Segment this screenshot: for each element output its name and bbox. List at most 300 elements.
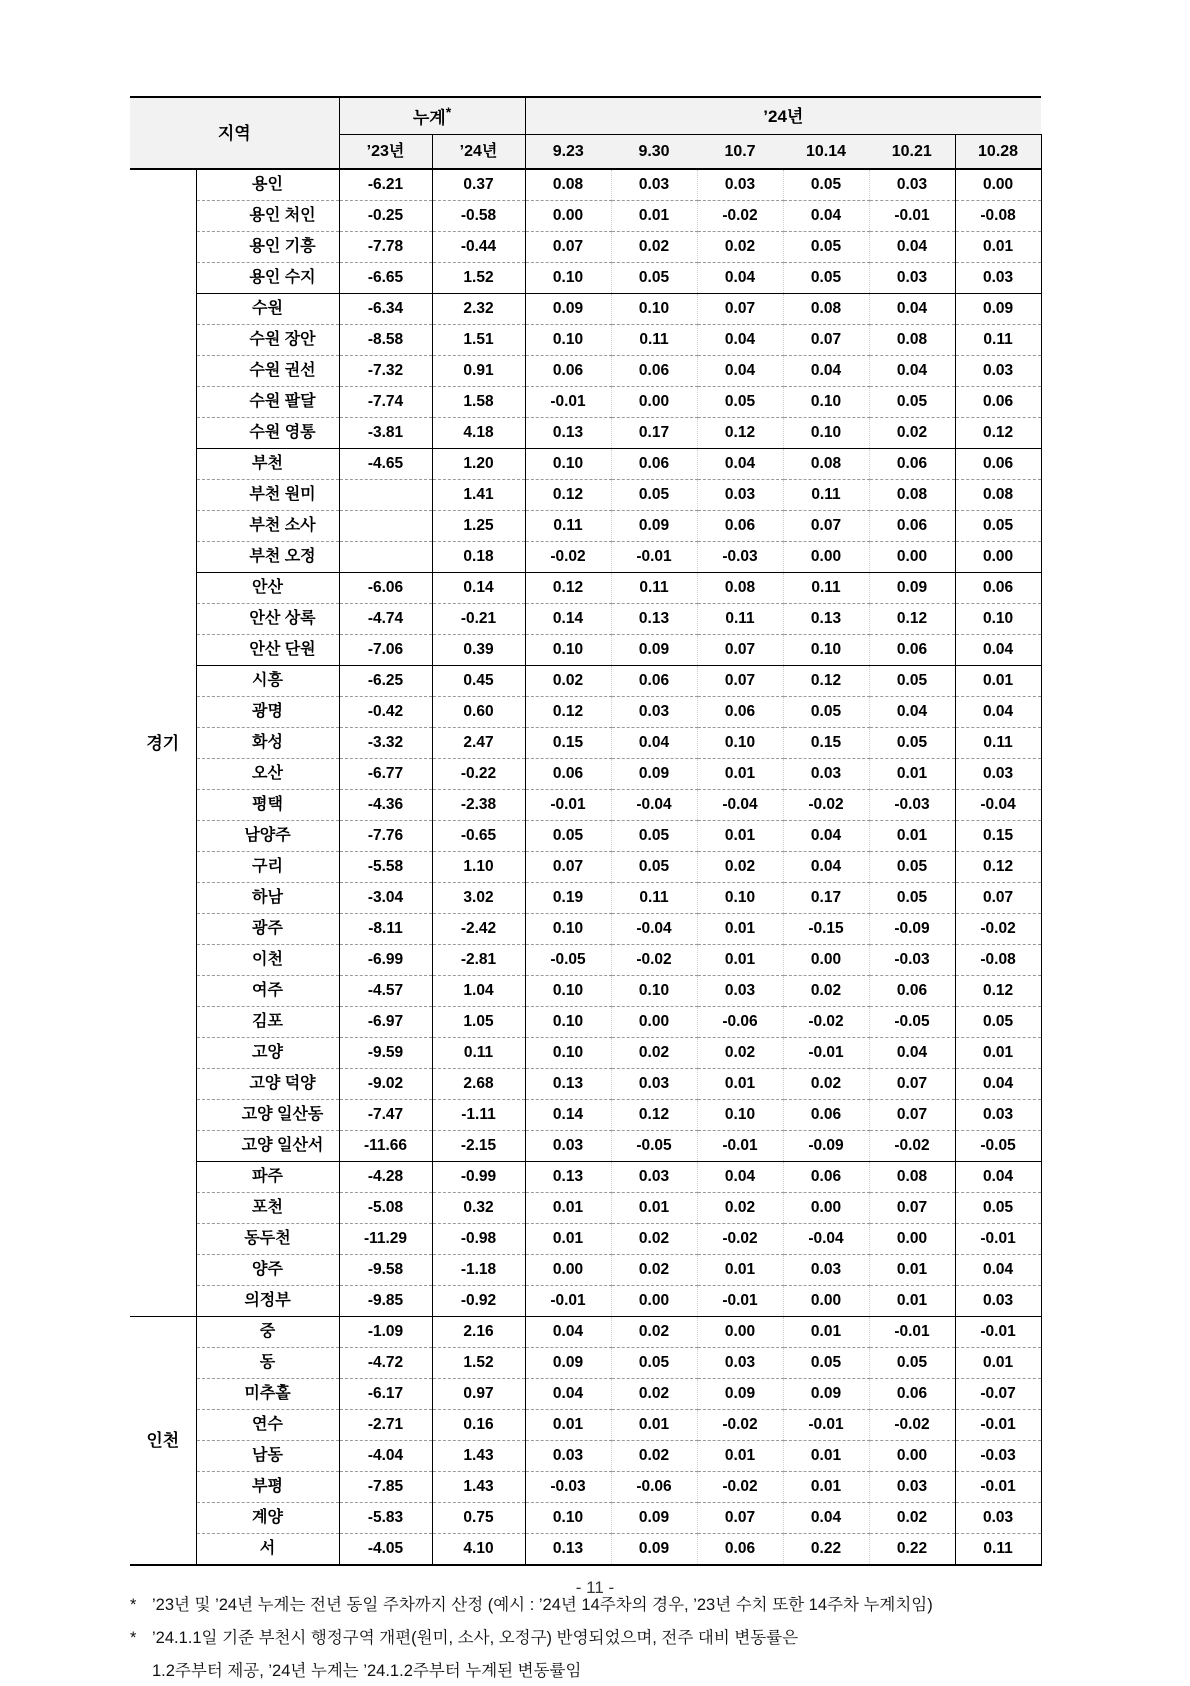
cell-cum-2023: -2.71 (339, 1410, 432, 1441)
cell-week-10-7: 0.03 (697, 976, 783, 1007)
cell-week-10-21: -0.09 (869, 914, 955, 945)
cell-cum-2024: 1.41 (432, 480, 525, 511)
row-area-name: 파주 (196, 1162, 339, 1193)
cell-week-10-28: 0.01 (955, 1038, 1041, 1069)
cell-cum-2024: 2.16 (432, 1317, 525, 1348)
cell-week-9-23: 0.10 (525, 1007, 611, 1038)
row-area-name: 부천 소사 (196, 511, 339, 542)
region-label-incheon: 인천 (130, 1317, 196, 1566)
cell-week-10-7: -0.04 (697, 790, 783, 821)
cell-cum-2024: -1.11 (432, 1100, 525, 1131)
table-row (130, 1379, 1041, 1410)
cell-cum-2023: -4.65 (339, 449, 432, 480)
cell-cum-2023 (339, 480, 432, 511)
cell-week-10-28: 0.06 (955, 573, 1041, 604)
cell-week-10-14: -0.15 (783, 914, 869, 945)
cell-week-10-28: 0.06 (955, 387, 1041, 418)
cell-week-10-14: 0.00 (783, 1286, 869, 1317)
cell-week-10-28: 0.01 (955, 666, 1041, 697)
table-row (130, 356, 1041, 387)
row-area-name: 포천 (196, 1193, 339, 1224)
cell-week-9-23: 0.06 (525, 759, 611, 790)
row-area-name: 구리 (196, 852, 339, 883)
cell-week-9-30: 0.02 (611, 1255, 697, 1286)
cell-cum-2024: -0.99 (432, 1162, 525, 1193)
cell-week-9-23: 0.10 (525, 325, 611, 356)
table-row (130, 449, 1041, 480)
cell-week-9-30: 0.10 (611, 294, 697, 325)
cell-week-10-21: 0.03 (869, 169, 955, 201)
cell-week-10-28: -0.04 (955, 790, 1041, 821)
table-row (130, 759, 1041, 790)
cell-cum-2023: -7.06 (339, 635, 432, 666)
cell-cum-2023: -7.74 (339, 387, 432, 418)
cell-week-10-21: 0.02 (869, 418, 955, 449)
table-row (130, 418, 1041, 449)
cell-week-10-28: 0.05 (955, 1007, 1041, 1038)
cell-week-10-28: 0.03 (955, 1100, 1041, 1131)
cell-cum-2024: 0.60 (432, 697, 525, 728)
cell-cum-2024: -2.15 (432, 1131, 525, 1162)
row-area-name: 부천 원미 (196, 480, 339, 511)
cell-cum-2024: 1.25 (432, 511, 525, 542)
cell-week-10-14: -0.01 (783, 1038, 869, 1069)
cell-week-9-23: 0.12 (525, 697, 611, 728)
table-row (130, 1069, 1041, 1100)
footnotes (130, 1592, 1030, 1686)
cell-week-10-21: 0.05 (869, 666, 955, 697)
cell-week-10-14: -0.02 (783, 1007, 869, 1038)
regional-price-change-table (130, 96, 1042, 1566)
cell-cum-2023: -5.08 (339, 1193, 432, 1224)
cell-cum-2024: 0.75 (432, 1503, 525, 1534)
table-row (130, 294, 1041, 325)
table-row (130, 1131, 1041, 1162)
table-row (130, 573, 1041, 604)
row-area-name: 안산 단원 (196, 635, 339, 666)
cell-week-10-14: 0.04 (783, 821, 869, 852)
header-sub-2024: ’24년 (432, 135, 525, 170)
cell-week-10-28: 0.03 (955, 1286, 1041, 1317)
cell-week-10-21: 0.01 (869, 759, 955, 790)
cell-week-9-30: 0.12 (611, 1100, 697, 1131)
cell-week-10-28: 0.04 (955, 635, 1041, 666)
cell-week-9-23: 0.01 (525, 1193, 611, 1224)
row-area-name: 부평 (196, 1472, 339, 1503)
cell-week-9-23: 0.01 (525, 1410, 611, 1441)
cell-week-10-14: 0.06 (783, 1162, 869, 1193)
cell-cum-2024: 2.68 (432, 1069, 525, 1100)
cell-week-9-23: -0.01 (525, 790, 611, 821)
cell-week-10-21: 0.00 (869, 542, 955, 573)
row-area-name: 서 (196, 1534, 339, 1566)
cell-cum-2023: -0.25 (339, 201, 432, 232)
cell-week-10-28: 0.12 (955, 418, 1041, 449)
cell-week-10-7: 0.04 (697, 449, 783, 480)
row-area-name: 고양 (196, 1038, 339, 1069)
table-row (130, 542, 1041, 573)
cell-cum-2023: -4.05 (339, 1534, 432, 1566)
footnote-2-star: * (130, 1629, 137, 1648)
cell-week-9-30: 0.03 (611, 169, 697, 201)
cell-week-10-14: 0.01 (783, 1441, 869, 1472)
cell-week-9-30: 0.09 (611, 635, 697, 666)
cell-week-10-7: 0.11 (697, 604, 783, 635)
cell-cum-2024: 1.04 (432, 976, 525, 1007)
cell-week-10-14: 0.05 (783, 232, 869, 263)
cell-week-10-28: 0.11 (955, 1534, 1041, 1566)
cell-week-10-7: 0.02 (697, 1193, 783, 1224)
cell-cum-2023: -4.57 (339, 976, 432, 1007)
cell-cum-2024: -2.42 (432, 914, 525, 945)
cell-week-10-14: -0.02 (783, 790, 869, 821)
table-row (130, 1100, 1041, 1131)
cell-week-10-7: 0.02 (697, 232, 783, 263)
cell-week-9-23: 0.00 (525, 1255, 611, 1286)
table-row (130, 945, 1041, 976)
cell-week-10-28: 0.06 (955, 449, 1041, 480)
cell-week-9-30: 0.10 (611, 976, 697, 1007)
cell-week-9-23: 0.08 (525, 169, 611, 201)
cell-week-10-21: 0.22 (869, 1534, 955, 1566)
cell-cum-2024: 1.10 (432, 852, 525, 883)
cell-week-10-7: -0.03 (697, 542, 783, 573)
cell-cum-2023: -4.04 (339, 1441, 432, 1472)
cell-week-9-30: -0.01 (611, 542, 697, 573)
cell-cum-2023: -0.42 (339, 697, 432, 728)
row-area-name: 고양 일산서 (196, 1131, 339, 1162)
cell-week-10-7: 0.04 (697, 263, 783, 294)
cell-week-9-30: -0.04 (611, 914, 697, 945)
row-area-name: 수원 (196, 294, 339, 325)
cell-cum-2024: 0.14 (432, 573, 525, 604)
cell-week-10-28: 0.15 (955, 821, 1041, 852)
cell-week-10-21: 0.07 (869, 1193, 955, 1224)
cell-week-10-14: 0.02 (783, 976, 869, 1007)
cell-cum-2024: 0.91 (432, 356, 525, 387)
cell-week-10-7: 0.01 (697, 1255, 783, 1286)
cell-cum-2024: 1.51 (432, 325, 525, 356)
cell-week-10-14: 0.12 (783, 666, 869, 697)
cell-week-10-14: 0.05 (783, 169, 869, 201)
cell-week-9-23: 0.05 (525, 821, 611, 852)
cell-cum-2023: -6.65 (339, 263, 432, 294)
table-row (130, 976, 1041, 1007)
cell-week-9-30: 0.03 (611, 1162, 697, 1193)
cell-cum-2024: 1.58 (432, 387, 525, 418)
row-area-name: 수원 팔달 (196, 387, 339, 418)
cell-week-10-21: 0.06 (869, 976, 955, 1007)
cell-week-10-7: 0.05 (697, 387, 783, 418)
footnote-2-continuation: 1.2주부터 제공, ’24년 누계는 ’24.1.2주부터 누계된 변동률임 (152, 1662, 582, 1681)
row-area-name: 김포 (196, 1007, 339, 1038)
cell-week-10-7: -0.06 (697, 1007, 783, 1038)
cell-week-9-23: 0.00 (525, 201, 611, 232)
cell-cum-2023: -3.04 (339, 883, 432, 914)
row-area-name: 용인 처인 (196, 201, 339, 232)
cell-week-10-21: 0.02 (869, 1503, 955, 1534)
row-area-name: 안산 (196, 573, 339, 604)
row-area-name: 중 (196, 1317, 339, 1348)
cell-cum-2024: -2.38 (432, 790, 525, 821)
cell-week-10-28: 0.08 (955, 480, 1041, 511)
table-row (130, 790, 1041, 821)
cell-week-10-28: -0.05 (955, 1131, 1041, 1162)
header-week-0923: 9.23 (525, 135, 611, 170)
cell-week-10-14: 0.06 (783, 1100, 869, 1131)
cell-week-10-7: 0.09 (697, 1379, 783, 1410)
cell-cum-2023: -7.76 (339, 821, 432, 852)
cell-week-9-30: 0.09 (611, 1503, 697, 1534)
cell-week-9-23: -0.01 (525, 1286, 611, 1317)
row-area-name: 의정부 (196, 1286, 339, 1317)
cell-cum-2023: -8.11 (339, 914, 432, 945)
cell-week-10-7: -0.02 (697, 1410, 783, 1441)
row-area-name: 미추홀 (196, 1379, 339, 1410)
cell-week-10-21: 0.05 (869, 728, 955, 759)
cell-week-10-14: 0.10 (783, 418, 869, 449)
cell-week-10-21: -0.02 (869, 1410, 955, 1441)
cell-week-9-30: 0.09 (611, 759, 697, 790)
table-row (130, 1317, 1041, 1348)
cell-week-10-14: 0.00 (783, 945, 869, 976)
cell-week-10-28: 0.00 (955, 169, 1041, 201)
cell-week-9-23: 0.10 (525, 635, 611, 666)
cell-week-10-7: 0.04 (697, 325, 783, 356)
header-week-1007: 10.7 (697, 135, 783, 170)
cell-cum-2023: -7.32 (339, 356, 432, 387)
cell-week-10-14: 0.11 (783, 480, 869, 511)
cell-cum-2024: 0.39 (432, 635, 525, 666)
table-row (130, 1410, 1041, 1441)
cell-week-10-28: -0.01 (955, 1317, 1041, 1348)
cell-week-10-28: -0.07 (955, 1379, 1041, 1410)
cell-cum-2024: -0.58 (432, 201, 525, 232)
row-area-name: 연수 (196, 1410, 339, 1441)
cell-week-10-28: -0.08 (955, 201, 1041, 232)
cell-week-10-28: 0.01 (955, 1348, 1041, 1379)
cell-cum-2023: -7.85 (339, 1472, 432, 1503)
table-header (130, 97, 1041, 169)
cell-week-10-14: 0.01 (783, 1317, 869, 1348)
cell-week-10-14: 0.03 (783, 1255, 869, 1286)
cell-week-10-14: 0.03 (783, 759, 869, 790)
cell-week-10-14: 0.04 (783, 1503, 869, 1534)
cell-week-10-7: 0.03 (697, 169, 783, 201)
header-region: 지역 (130, 97, 339, 169)
cell-week-10-7: 0.03 (697, 1348, 783, 1379)
cell-week-9-23: 0.14 (525, 1100, 611, 1131)
cell-week-10-14: 0.17 (783, 883, 869, 914)
row-area-name: 오산 (196, 759, 339, 790)
row-area-name: 양주 (196, 1255, 339, 1286)
cell-week-10-7: 0.07 (697, 294, 783, 325)
cell-week-10-28: 0.01 (955, 232, 1041, 263)
cell-cum-2023: -6.99 (339, 945, 432, 976)
footnote-2 (130, 1625, 1030, 1652)
cell-week-9-30: 0.06 (611, 356, 697, 387)
cell-cum-2024: -0.22 (432, 759, 525, 790)
cell-week-9-30: 0.03 (611, 1069, 697, 1100)
cell-week-10-21: 0.07 (869, 1069, 955, 1100)
cell-week-10-28: 0.03 (955, 1503, 1041, 1534)
cell-week-10-7: 0.12 (697, 418, 783, 449)
cell-cum-2024: 2.32 (432, 294, 525, 325)
cell-week-10-21: 0.01 (869, 1255, 955, 1286)
cell-week-9-23: 0.02 (525, 666, 611, 697)
cell-week-10-21: 0.04 (869, 1038, 955, 1069)
cell-cum-2023: -6.77 (339, 759, 432, 790)
header-cumulative: 누계* (339, 97, 525, 135)
cell-week-10-7: 0.00 (697, 1317, 783, 1348)
cell-week-10-7: 0.06 (697, 511, 783, 542)
cell-week-9-30: 0.01 (611, 1193, 697, 1224)
cell-week-9-23: 0.13 (525, 418, 611, 449)
cell-week-10-28: 0.05 (955, 511, 1041, 542)
cell-cum-2023: -4.72 (339, 1348, 432, 1379)
row-area-name: 수원 장안 (196, 325, 339, 356)
header-cumulative-mark: * (445, 104, 452, 121)
cell-cum-2024: 4.18 (432, 418, 525, 449)
header-week-1028: 10.28 (955, 135, 1041, 170)
cell-week-10-7: 0.01 (697, 1441, 783, 1472)
row-area-name: 하남 (196, 883, 339, 914)
header-sub-2023: ’23년 (339, 135, 432, 170)
row-area-name: 용인 기흥 (196, 232, 339, 263)
cell-week-10-21: 0.06 (869, 1379, 955, 1410)
cell-week-10-21: 0.07 (869, 1100, 955, 1131)
cell-week-10-14: 0.15 (783, 728, 869, 759)
cell-week-9-30: 0.11 (611, 325, 697, 356)
row-area-name: 동 (196, 1348, 339, 1379)
cell-week-10-21: -0.02 (869, 1131, 955, 1162)
cell-week-9-23: 0.12 (525, 480, 611, 511)
cell-week-9-23: 0.10 (525, 976, 611, 1007)
cell-week-10-7: -0.02 (697, 201, 783, 232)
cell-week-9-30: 0.05 (611, 263, 697, 294)
cell-week-9-30: -0.05 (611, 1131, 697, 1162)
cell-cum-2023: -9.58 (339, 1255, 432, 1286)
cell-week-9-23: 0.13 (525, 1069, 611, 1100)
cell-cum-2023: -7.47 (339, 1100, 432, 1131)
cell-week-10-21: -0.03 (869, 790, 955, 821)
cell-week-10-7: 0.04 (697, 356, 783, 387)
cell-week-9-30: 0.00 (611, 387, 697, 418)
cell-week-9-30: 0.02 (611, 1317, 697, 1348)
cell-week-10-7: -0.02 (697, 1472, 783, 1503)
cell-week-10-21: 0.08 (869, 325, 955, 356)
table-row (130, 666, 1041, 697)
cell-week-9-30: 0.01 (611, 1410, 697, 1441)
row-area-name: 화성 (196, 728, 339, 759)
cell-week-9-23: 0.19 (525, 883, 611, 914)
table-row (130, 325, 1041, 356)
cell-cum-2023: -1.09 (339, 1317, 432, 1348)
cell-week-10-7: 0.02 (697, 852, 783, 883)
cell-cum-2023: -6.17 (339, 1379, 432, 1410)
table-body (130, 169, 1041, 1565)
cell-week-9-30: 0.03 (611, 697, 697, 728)
cell-week-10-14: 0.10 (783, 387, 869, 418)
cell-week-10-21: 0.12 (869, 604, 955, 635)
cell-week-10-21: 0.06 (869, 635, 955, 666)
table-row (130, 511, 1041, 542)
table-row (130, 697, 1041, 728)
cell-week-10-28: 0.11 (955, 728, 1041, 759)
cell-week-10-7: 0.01 (697, 821, 783, 852)
cell-cum-2023: -11.66 (339, 1131, 432, 1162)
row-area-name: 수원 권선 (196, 356, 339, 387)
cell-week-9-30: 0.11 (611, 573, 697, 604)
cell-week-10-7: -0.01 (697, 1131, 783, 1162)
region-label-gyeonggi: 경기 (130, 169, 196, 1317)
cell-week-10-14: 0.08 (783, 449, 869, 480)
cell-cum-2023: -9.59 (339, 1038, 432, 1069)
cell-cum-2024: -0.65 (432, 821, 525, 852)
table-row (130, 1038, 1041, 1069)
cell-week-10-21: 0.09 (869, 573, 955, 604)
cell-week-9-23: 0.11 (525, 511, 611, 542)
cell-week-10-14: 0.05 (783, 1348, 869, 1379)
table-row (130, 1193, 1041, 1224)
cell-week-9-30: 0.17 (611, 418, 697, 449)
cell-week-9-23: -0.03 (525, 1472, 611, 1503)
cell-week-10-7: 0.01 (697, 945, 783, 976)
cell-week-10-14: 0.07 (783, 511, 869, 542)
cell-week-9-30: 0.02 (611, 1224, 697, 1255)
cell-week-10-21: 0.05 (869, 1348, 955, 1379)
cell-week-9-23: 0.06 (525, 356, 611, 387)
cell-week-9-23: 0.13 (525, 1534, 611, 1566)
cell-week-10-21: -0.01 (869, 1317, 955, 1348)
cell-week-10-14: 0.00 (783, 542, 869, 573)
table-row (130, 1441, 1041, 1472)
cell-cum-2024: 1.43 (432, 1472, 525, 1503)
cell-week-9-23: 0.15 (525, 728, 611, 759)
cell-week-10-21: 0.04 (869, 294, 955, 325)
cell-week-10-7: 0.03 (697, 480, 783, 511)
row-area-name: 이천 (196, 945, 339, 976)
table-row (130, 1472, 1041, 1503)
cell-week-10-28: 0.04 (955, 1162, 1041, 1193)
cell-cum-2024: 0.97 (432, 1379, 525, 1410)
cell-week-10-14: 0.10 (783, 635, 869, 666)
cell-cum-2024: -1.18 (432, 1255, 525, 1286)
cell-week-10-7: 0.02 (697, 1038, 783, 1069)
cell-week-10-21: 0.06 (869, 449, 955, 480)
cell-week-9-30: -0.04 (611, 790, 697, 821)
footnote-1-text: ’23년 및 ’24년 누계는 전년 동일 주차까지 산정 (예시 : ’24년 14주차의 경우, ’23년 수치 또한 14주차 누계치임) (152, 1596, 933, 1614)
cell-week-10-14: -0.04 (783, 1224, 869, 1255)
table-row (130, 232, 1041, 263)
cell-week-10-7: 0.01 (697, 914, 783, 945)
cell-week-10-14: 0.09 (783, 1379, 869, 1410)
table-row (130, 201, 1041, 232)
cell-week-10-28: 0.04 (955, 1069, 1041, 1100)
row-area-name: 동두천 (196, 1224, 339, 1255)
cell-week-10-7: 0.08 (697, 573, 783, 604)
cell-week-10-21: 0.00 (869, 1224, 955, 1255)
row-area-name: 고양 일산동 (196, 1100, 339, 1131)
cell-week-9-30: 0.09 (611, 1534, 697, 1566)
table-row (130, 604, 1041, 635)
cell-cum-2024: 0.37 (432, 169, 525, 201)
cell-week-9-23: 0.10 (525, 263, 611, 294)
cell-week-9-30: 0.05 (611, 852, 697, 883)
page-number: - 11 - (575, 1578, 615, 1597)
footnote-1-star: * (130, 1596, 137, 1614)
row-area-name: 남양주 (196, 821, 339, 852)
